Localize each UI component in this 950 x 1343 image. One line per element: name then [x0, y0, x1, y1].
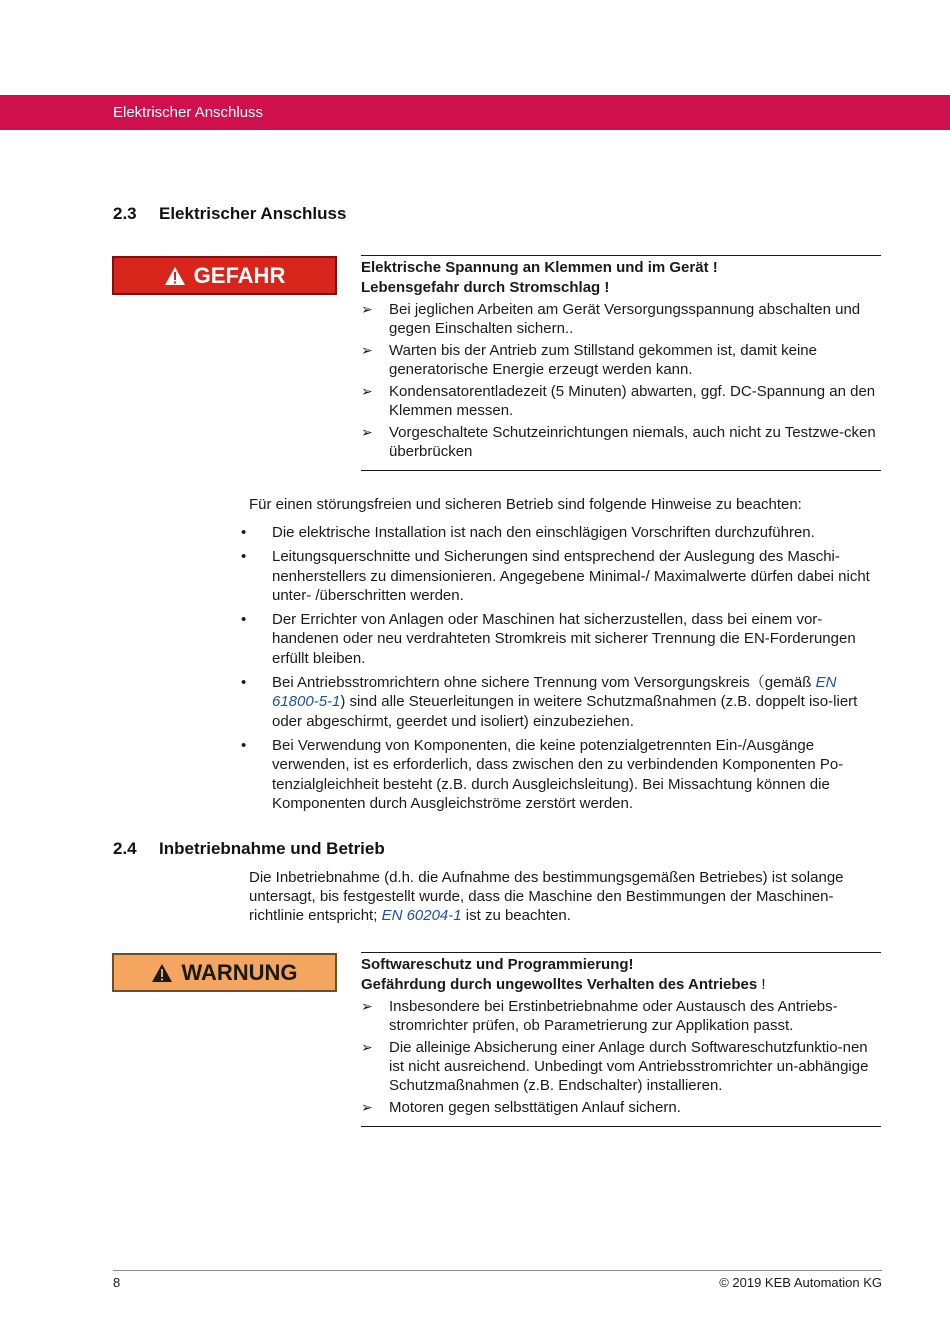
- arrow-icon: ➢: [361, 998, 373, 1014]
- list-item: • Der Errichter von Anlagen oder Maschinen hat sicherzustellen, dass bei einem vor-handenen oder neu verdrahteten Stromkreis mit sicherer Trennung die EN-Forderungen erfüllt bleiben.: [241, 611, 856, 667]
- danger-label: GEFAHR: [193, 262, 286, 288]
- danger-heading-2: Lebensgefahr durch Stromschlag !: [361, 279, 610, 296]
- danger-notice: [361, 255, 881, 471]
- bullet-icon: •: [241, 548, 247, 566]
- copyright: © 2019 KEB Automation KG: [719, 1275, 882, 1290]
- arrow-icon: ➢: [361, 342, 373, 358]
- warning-triangle-icon: [151, 963, 173, 983]
- section-title: Inbetriebnahme und Betrieb: [159, 839, 385, 858]
- arrow-icon: ➢: [361, 1039, 373, 1055]
- bullet-list: [241, 523, 882, 818]
- warning-triangle-icon: [164, 266, 186, 286]
- warning-heading-1: Softwareschutz und Programmierung!: [361, 956, 634, 973]
- arrow-icon: ➢: [361, 424, 373, 440]
- header-title: Elektrischer Anschluss: [113, 104, 264, 121]
- intro-text: Für einen störungsfreien und sicheren Betrieb sind folgende Hinweise zu beachten:: [249, 496, 802, 513]
- page-number: 8: [113, 1275, 121, 1290]
- arrow-icon: ➢: [361, 301, 373, 317]
- list-item: • Leitungsquerschnitte und Sicherungen sind entsprechend der Auslegung des Maschi-nenherstellers zu dimensionieren. Angegebene Minimal-/ Maximalwerte dürfen dabei nicht unter- /überschritten werden.: [241, 548, 870, 604]
- warning-signal-box: [112, 953, 337, 992]
- arrow-icon: ➢: [361, 383, 373, 399]
- footer-divider: [113, 1270, 882, 1271]
- warning-heading-2: Gefährdung durch ungewolltes Verhalten des Antriebes !: [361, 976, 766, 993]
- warning-list: [361, 997, 881, 1117]
- bullet-icon: •: [241, 674, 247, 692]
- section-heading-2-3: [113, 204, 346, 224]
- list-item: ➢ Motoren gegen selbsttätigen Anlauf sichern.: [361, 1099, 681, 1116]
- danger-signal-box: [112, 256, 337, 295]
- section-number: 2.4: [113, 839, 137, 858]
- list-item: ➢ Insbesondere bei Erstinbetriebnahme oder Austausch des Antriebs-stromrichter prüfen, ob Parametrierung zur Applikation passt.: [361, 998, 838, 1034]
- list-item: ➢ Bei jeglichen Arbeiten am Gerät Versorgungsspannung abschalten und gegen Einschalten sichern..: [361, 301, 861, 337]
- section-heading-2-4: [113, 839, 385, 859]
- standard-reference-link[interactable]: EN 61800-5-1: [272, 674, 837, 711]
- list-item: ➢ Die alleinige Absicherung einer Anlage durch Softwareschutzfunktio-nen ist nicht ausreichend. Unbedingt vom Antriebsstromrichter un-abhängige Schutzmaßnahmen (z.B. Endschalter) installieren.: [361, 1039, 869, 1094]
- danger-list: [361, 300, 881, 461]
- list-item: ➢ Warten bis der Antrieb zum Stillstand gekommen ist, damit keine generatorische Energie erzeugt werden kann.: [361, 342, 817, 378]
- section-title: Elektrischer Anschluss: [159, 204, 347, 223]
- list-item: • Bei Verwendung von Komponenten, die keine potenzialgetrennten Ein-/Ausgänge verwenden, ist es erforderlich, dass zwischen den zu verbindenden Komponenten Po-tenzialgleichheit besteht (z.B. durch Ausgleichsleitung). Bei Missachtung können die Komponenten durch Ausgleichströme zerstört werden.: [241, 736, 844, 812]
- bullet-icon: •: [241, 611, 247, 629]
- bullet-icon: •: [241, 524, 247, 541]
- section-number: 2.3: [113, 204, 137, 223]
- warning-label: WARNUNG: [181, 959, 298, 985]
- list-item: • Die elektrische Installation ist nach den einschlägigen Vorschriften durchzuführen.: [241, 524, 815, 541]
- warning-notice: [361, 952, 881, 1127]
- bullet-icon: •: [241, 736, 247, 754]
- list-item: ➢ Vorgeschaltete Schutzeinrichtungen niemals, auch nicht zu Testzwe-cken überbrücken: [361, 424, 876, 460]
- danger-heading-1: Elektrische Spannung an Klemmen und im Gerät !: [361, 259, 718, 276]
- paragraph-2-4: Die Inbetriebnahme (d.h. die Aufnahme des bestimmungsgemäßen Betriebes) ist solange untersagt, bis festgestellt wurde, dass die Maschine den Bestimmungen der Maschinen-richtlinie entspricht; EN 60204-1 ist zu beachten.: [249, 869, 844, 924]
- list-item: • Bei Antriebsstromrichtern ohne sichere Trennung vom Versorgungskreis（gemäß EN 61800-5-1) sind alle Steuerleitungen in weitere Schutzmaßnahmen (z.B. doppelt iso-liert oder abgeschirmt, geerdet und isoliert) einzubeziehen.: [241, 674, 858, 730]
- standard-reference-link[interactable]: EN 60204-1: [381, 907, 462, 924]
- arrow-icon: ➢: [361, 1099, 373, 1115]
- list-item: ➢ Kondensatorentladezeit (5 Minuten) abwarten, ggf. DC-Spannung an den Klemmen messen.: [361, 383, 876, 419]
